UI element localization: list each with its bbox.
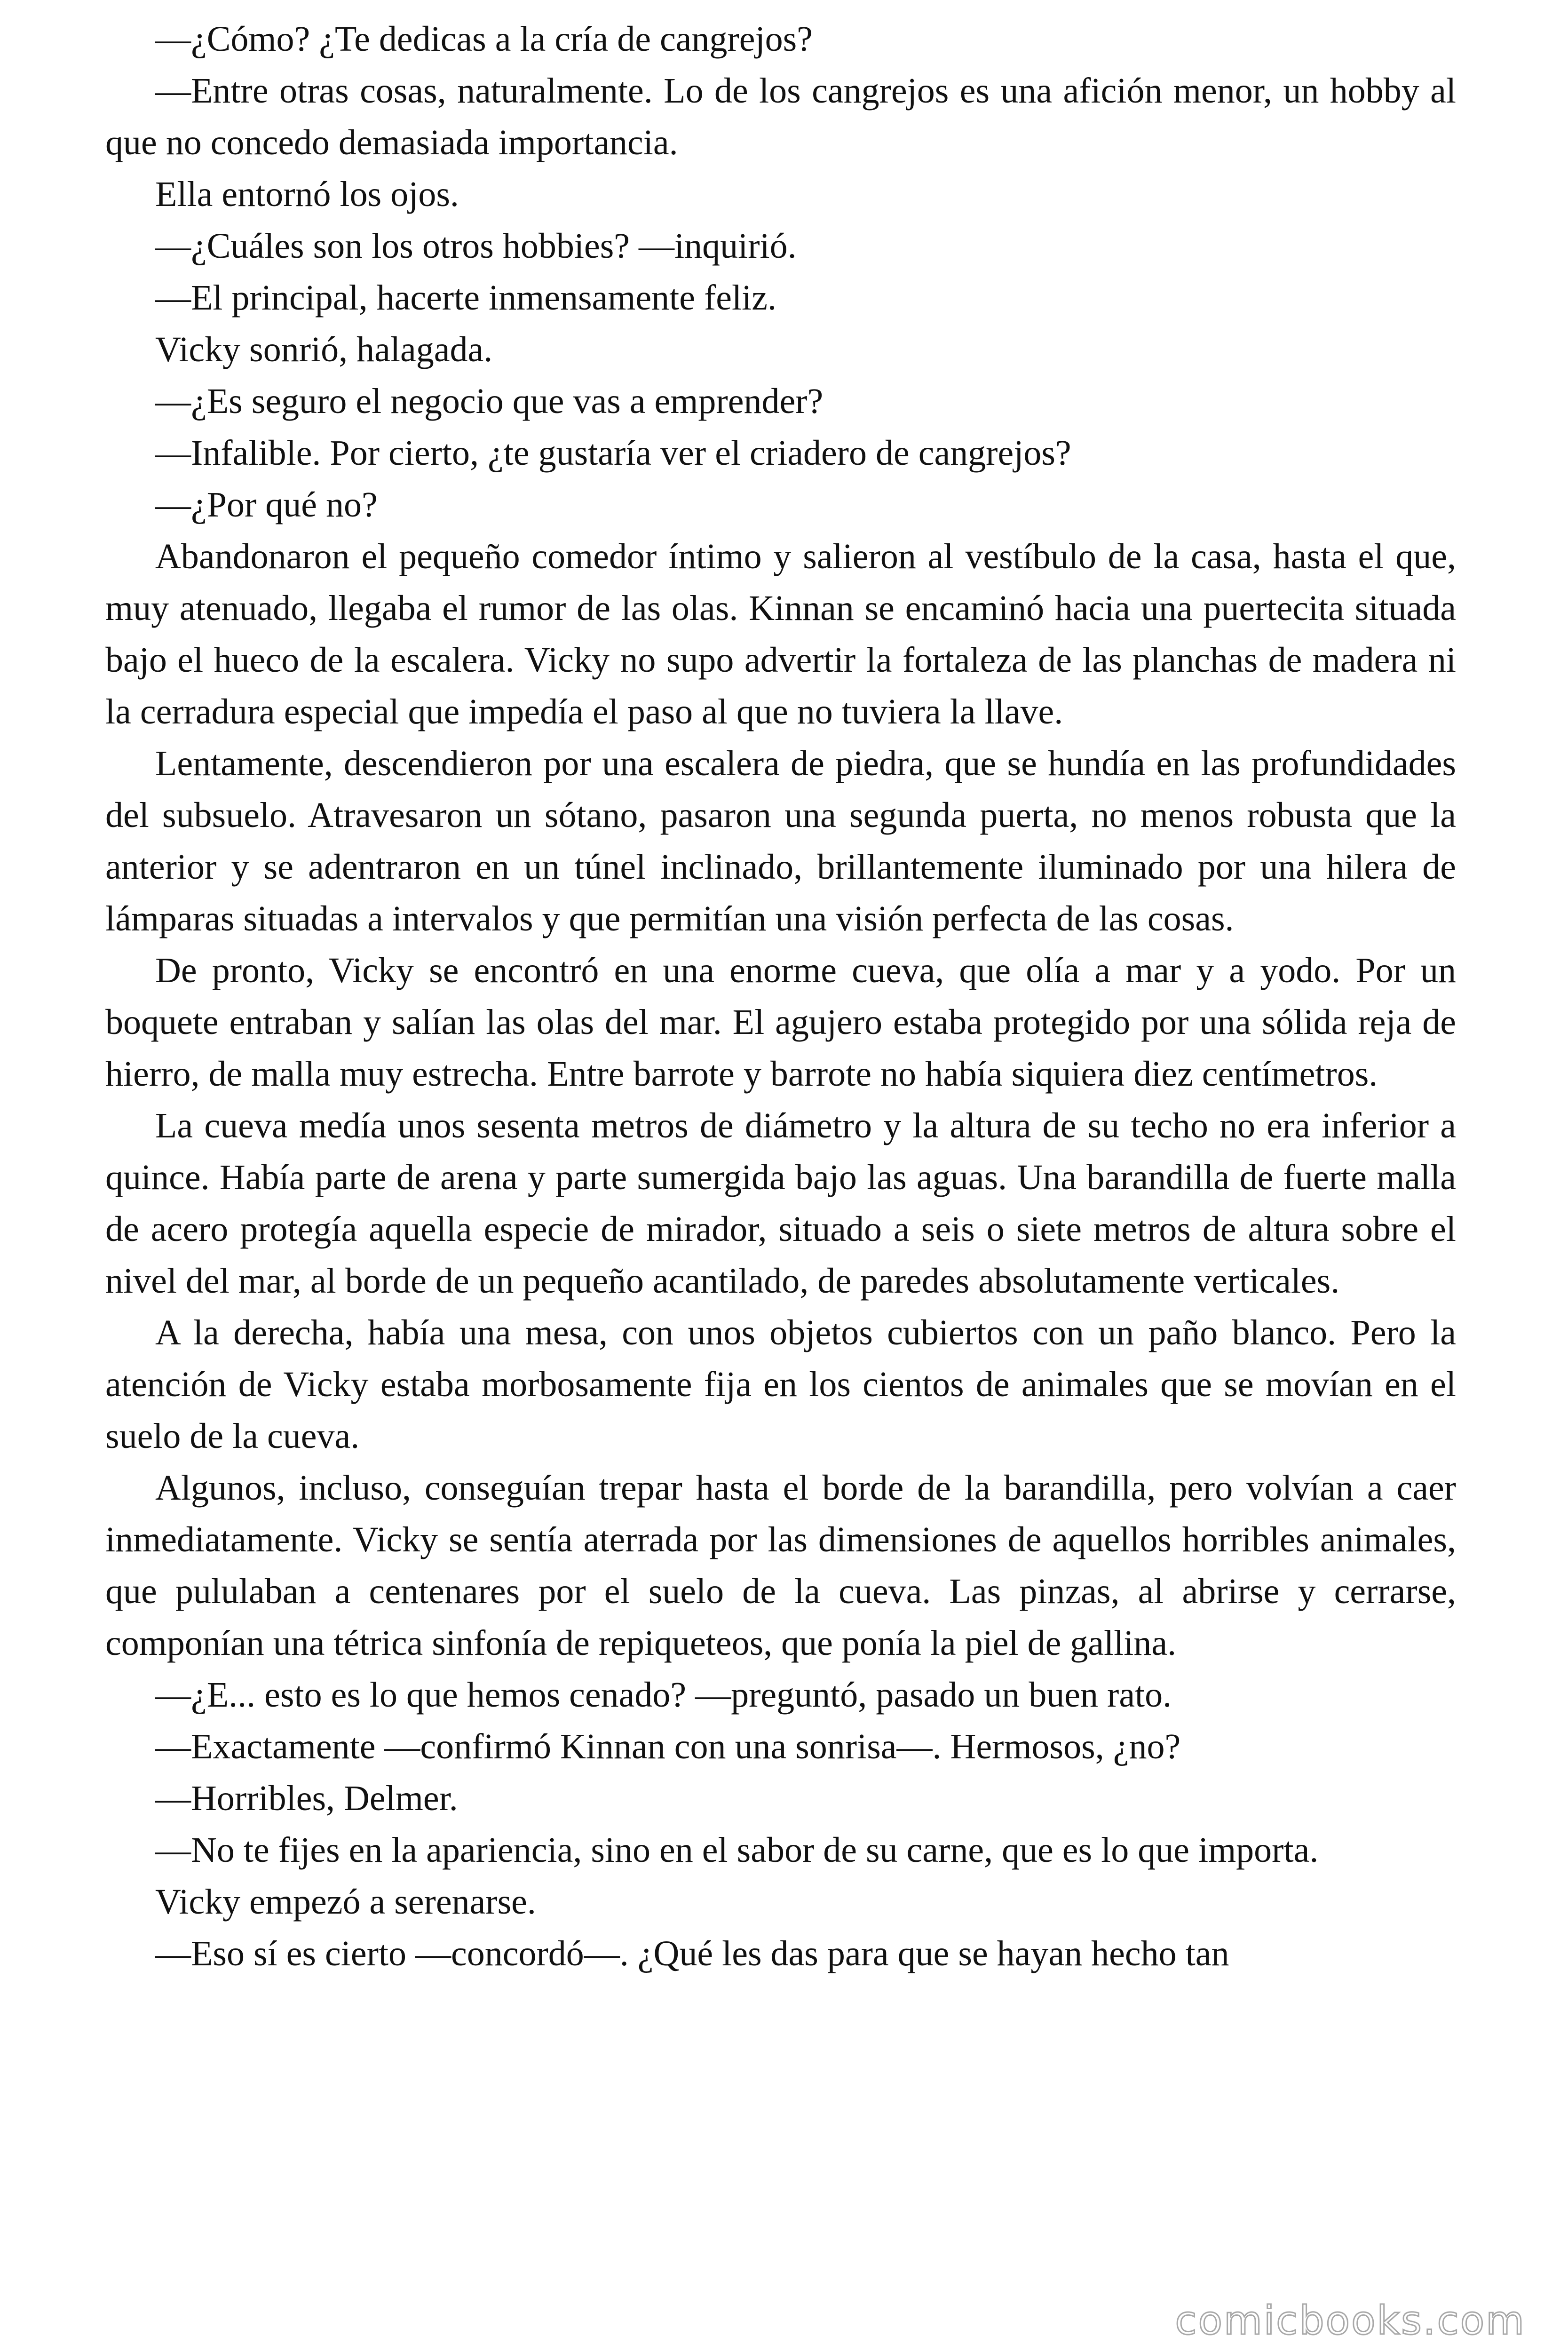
paragraph: —Infalible. Por cierto, ¿te gustaría ver el criadero de cangrejos? xyxy=(155,433,1071,473)
paragraph: —¿Por qué no? xyxy=(155,485,378,524)
paragraph: Lentamente, descendieron por una escalera de piedra, que se hundía en las profundidades del subsuelo. Atravesaron un sótano, pasaron una segunda puerta, no menos robusta que la anterior y se adentraron en un túnel inclinado, brillantemente iluminado por una hilera de lámparas situadas a intervalos y que permitían una visión perfecta de las cosas. xyxy=(105,744,1456,938)
paragraph: Ella entornó los ojos. xyxy=(155,175,459,214)
paragraph: —¿E... esto es lo que hemos cenado? —preguntó, pasado un buen rato. xyxy=(155,1675,1172,1715)
paragraph: —No te fijes en la apariencia, sino en el sabor de su carne, que es lo que importa. xyxy=(155,1830,1319,1870)
paragraph: Algunos, incluso, conseguían trepar hasta el borde de la barandilla, pero volvían a caer inmediatamente. Vicky se sentía aterrada por las dimensiones de aquellos horribles animales, que pululaban a centenares por el suelo de la cueva. Las pinzas, al abrirse y cerrarse, componían una tétrica sinfonía de repiqueteos, que ponía la piel de gallina. xyxy=(105,1468,1456,1663)
paragraph: Vicky empezó a serenarse. xyxy=(155,1882,536,1922)
book-page-text xyxy=(105,13,1456,1979)
paragraph: —¿Cómo? ¿Te dedicas a la cría de cangrejos? xyxy=(155,19,813,59)
paragraph: —¿Es seguro el negocio que vas a emprender? xyxy=(155,381,824,421)
paragraph: La cueva medía unos sesenta metros de diámetro y la altura de su techo no era inferior a quince. Había parte de arena y parte sumergida bajo las aguas. Una barandilla de fuerte malla de acero protegía aquella especie de mirador, situado a seis o siete metros de altura sobre el nivel del mar, al borde de un pequeño acantilado, de paredes absolutamente verticales. xyxy=(105,1106,1456,1301)
paragraph: —¿Cuáles son los otros hobbies? —inquirió. xyxy=(155,226,797,266)
paragraph: —Entre otras cosas, naturalmente. Lo de los cangrejos es una afición menor, un hobby al que no concedo demasiada importancia. xyxy=(105,71,1456,162)
paragraph: De pronto, Vicky se encontró en una enorme cueva, que olía a mar y a yodo. Por un boquete entraban y salían las olas del mar. El agujero estaba protegido por una sólida reja de hierro, de malla muy estrecha. Entre barrote y barrote no había siquiera diez centímetros. xyxy=(105,951,1456,1094)
paragraph: A la derecha, había una mesa, con unos objetos cubiertos con un paño blanco. Pero la atención de Vicky estaba morbosamente fija en los cientos de animales que se movían en el suelo de la cueva. xyxy=(105,1313,1456,1456)
paragraph: —Horribles, Delmer. xyxy=(155,1779,458,1818)
watermark-logo: comicbooks.com xyxy=(1175,2297,1526,2344)
paragraph: Abandonaron el pequeño comedor íntimo y salieron al vestíbulo de la casa, hasta el que, muy atenuado, llegaba el rumor de las olas. Kinnan se encaminó hacia una puertecita situada bajo el hueco de la escalera. Vicky no supo advertir la fortaleza de las planchas de madera ni la cerradura especial que impedía el paso al que no tuviera la llave. xyxy=(105,537,1456,731)
paragraph: —El principal, hacerte inmensamente feliz. xyxy=(155,278,776,318)
paragraph: —Exactamente —confirmó Kinnan con una sonrisa—. Hermosos, ¿no? xyxy=(155,1727,1181,1766)
paragraph: —Eso sí es cierto —concordó—. ¿Qué les das para que se hayan hecho tan xyxy=(155,1934,1229,1973)
paragraph: Vicky sonrió, halagada. xyxy=(155,330,493,369)
